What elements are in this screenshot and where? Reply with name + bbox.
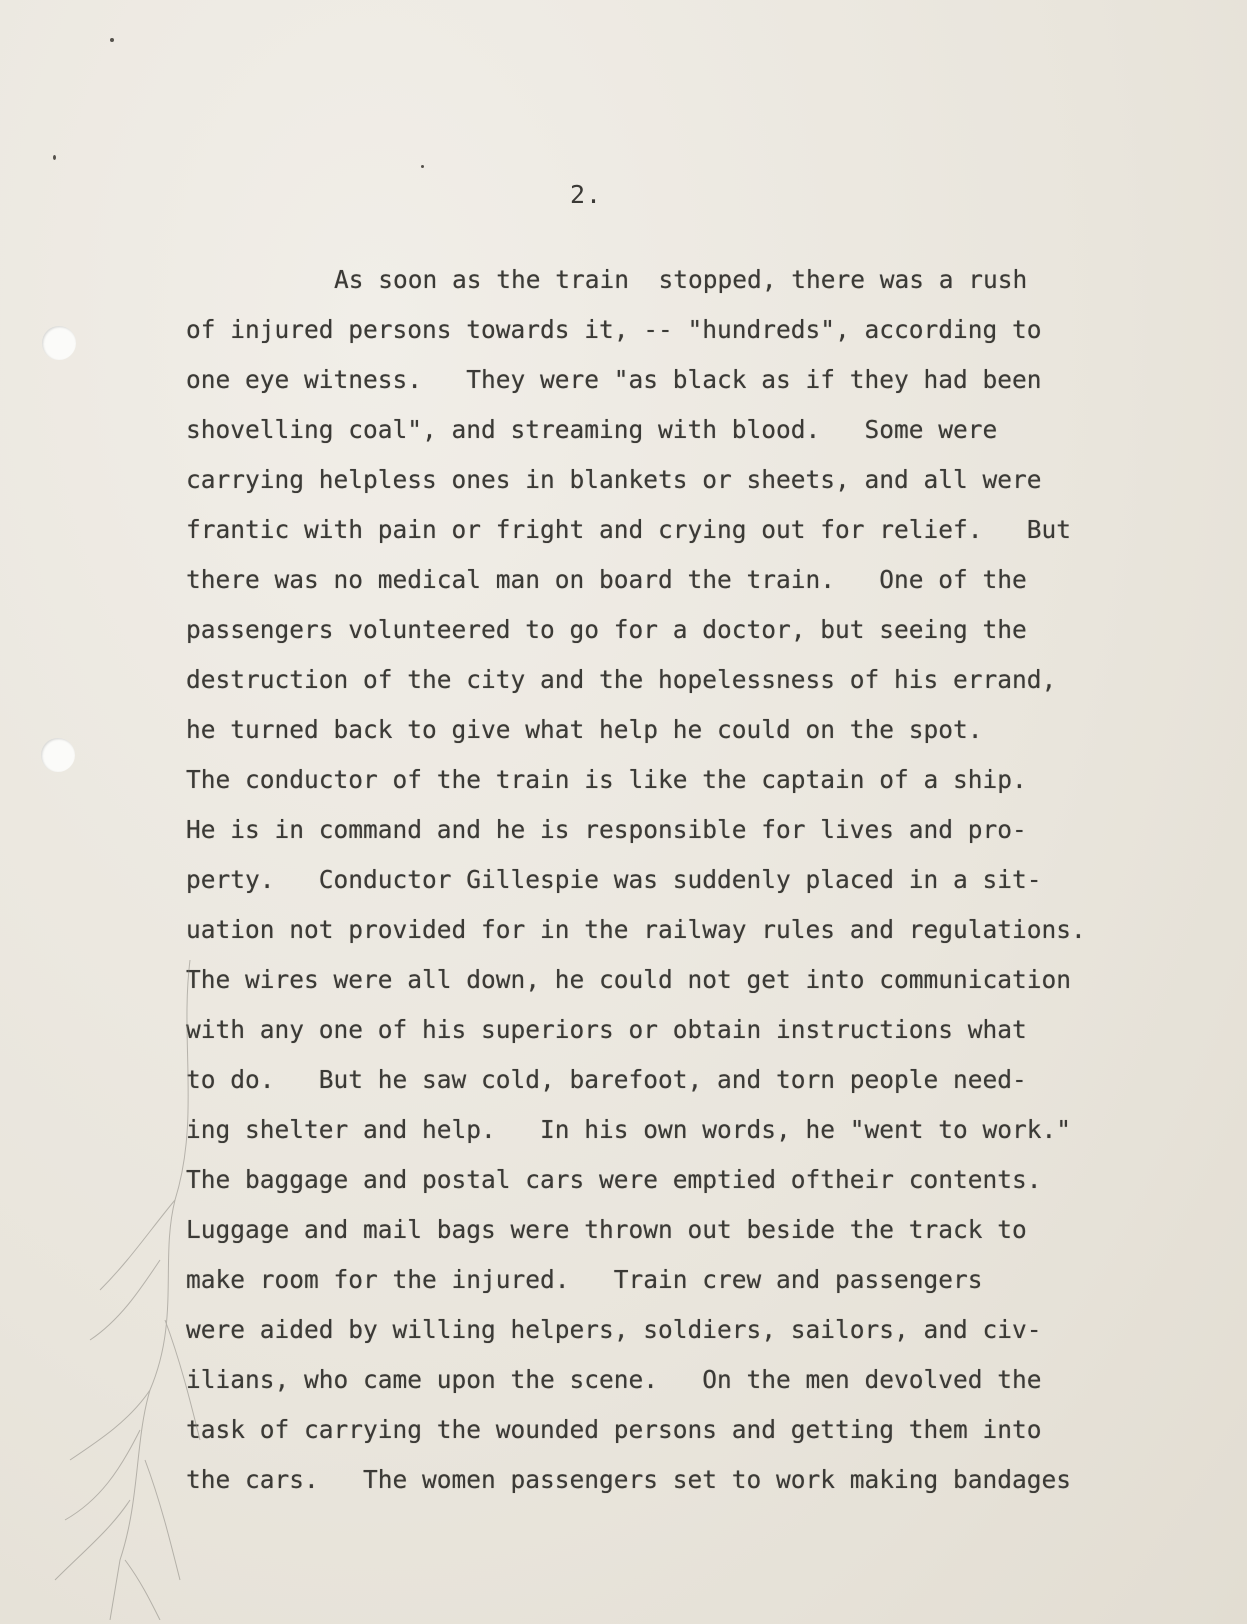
text-line: The baggage and postal cars were emptied oftheir contents. [186, 1165, 1042, 1194]
ink-speck [110, 38, 114, 42]
text-line: there was no medical man on board the train. One of the [186, 565, 1027, 594]
text-line: As soon as the train stopped, there was a rush [334, 265, 1028, 294]
text-line: with any one of his superiors or obtain instructions what [186, 1015, 1027, 1044]
text-line: The conductor of the train is like the captain of a ship. [186, 765, 1027, 794]
ink-speck [53, 155, 56, 160]
text-line: he turned back to give what help he could on the spot. [186, 715, 983, 744]
text-line: perty. Conductor Gillespie was suddenly placed in a sit- [186, 865, 1042, 894]
text-line: of injured persons towards it, -- "hundreds", according to [186, 315, 1042, 344]
text-line: frantic with pain or fright and crying out for relief. But [186, 515, 1072, 544]
punch-hole [41, 738, 75, 772]
ink-speck [421, 165, 424, 168]
text-line: task of carrying the wounded persons and getting them into [186, 1415, 1042, 1444]
pencil-scribble [40, 960, 210, 1620]
text-line: He is in command and he is responsible for lives and pro- [186, 815, 1027, 844]
page-number: 2. [570, 180, 603, 209]
text-line: uation not provided for in the railway rules and regulations. [186, 915, 1086, 944]
text-line: to do. But he saw cold, barefoot, and torn people need- [186, 1065, 1027, 1094]
text-line: Luggage and mail bags were thrown out beside the track to [186, 1215, 1027, 1244]
text-line: make room for the injured. Train crew and passengers [186, 1265, 983, 1294]
text-line: ing shelter and help. In his own words, he "went to work." [186, 1115, 1072, 1144]
punch-hole [42, 326, 76, 360]
text-line: carrying helpless ones in blankets or sheets, and all were [186, 465, 1042, 494]
text-line: destruction of the city and the hopelessness of his errand, [186, 665, 1057, 694]
text-line: The wires were all down, he could not get into communication [186, 965, 1072, 994]
text-line: were aided by willing helpers, soldiers, sailors, and civ- [186, 1315, 1042, 1344]
text-line: shovelling coal", and streaming with blood. Some were [186, 415, 998, 444]
text-line: passengers volunteered to go for a doctor, but seeing the [186, 615, 1027, 644]
text-line: one eye witness. They were "as black as if they had been [186, 365, 1042, 394]
text-line: ilians, who came upon the scene. On the men devolved the [186, 1365, 1042, 1394]
body-text [186, 255, 1106, 1505]
text-line: the cars. The women passengers set to work making bandages [186, 1465, 1072, 1494]
